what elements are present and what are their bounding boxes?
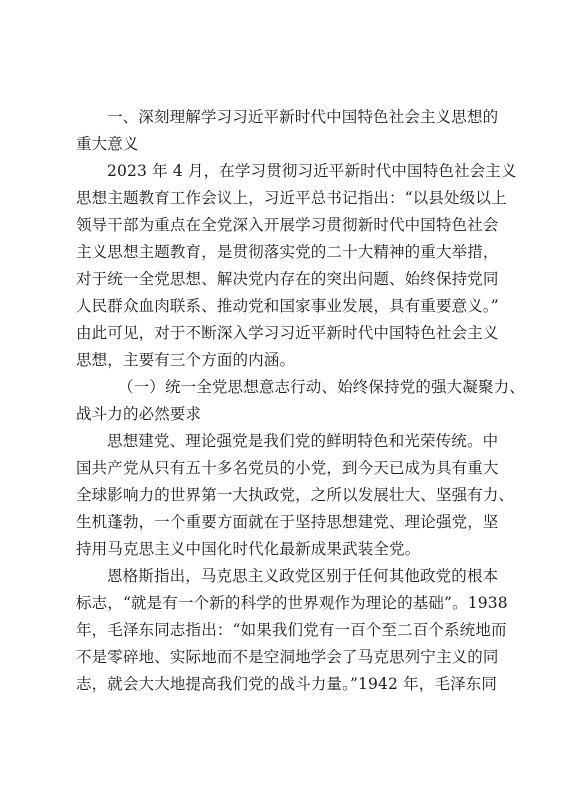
paragraph-line: 领导干部为重点在全党深入开展学习贯彻新时代中国特色社会 <box>76 216 499 234</box>
section-heading-line-2: 重大意义 <box>76 135 139 153</box>
paragraph-line: 志，就会大大地提高我们党的战斗力量。”1942 年，毛泽东同 <box>76 675 498 693</box>
paragraph-line: 对于统一全党思想、解决党内存在的突出问题、始终保持党同 <box>76 270 499 288</box>
paragraph-line: 人民群众血肉联系、推动党和国家事业发展，具有重要意义。” <box>76 297 499 315</box>
paragraph-line: 标志，“就是有一个新的科学的世界观作为理论的基础”。1938 <box>76 594 508 612</box>
document-body <box>76 104 525 698</box>
paragraph-line: 主义思想主题教育，是贯彻落实党的二十大精神的重大举措， <box>76 243 499 261</box>
paragraph-line: 生机蓬勃，一个重要方面就在于坚持思想建党、理论强党，坚 <box>76 513 499 531</box>
paragraph-line: 思想，主要有三个方面的内涵。 <box>76 351 296 369</box>
paragraph-line: 不是零碎地、实际地而不是空洞地学会了马克思列宁主义的同 <box>76 648 499 666</box>
paragraph-line: 由此可见，对于不断深入学习习近平新时代中国特色社会主义 <box>76 324 499 342</box>
subsection-heading-line-1: （一）统一全党思想意志行动、始终保持党的强大凝聚力、 <box>118 378 525 396</box>
paragraph-line: 国共产党从只有五十多名党员的小党，到今天已成为具有重大 <box>76 459 499 477</box>
subsection-heading-line-2: 战斗力的必然要求 <box>76 405 202 423</box>
paragraph-line: 全球影响力的世界第一大执政党，之所以发展壮大、坚强有力、 <box>76 486 515 504</box>
paragraph-line: 思想主题教育工作会议上，习近平总书记指出：“以县处级以上 <box>76 189 507 207</box>
paragraph-line: 持用马克思主义中国化时代化最新成果武装全党。 <box>76 540 421 558</box>
paragraph-line: 恩格斯指出，马克思主义政党区别于任何其他政党的根本 <box>107 567 499 585</box>
section-heading-line-1: 一、深刻理解学习习近平新时代中国特色社会主义思想的 <box>107 108 499 126</box>
paragraph-line: 思想建党、理论强党是我们党的鲜明特色和光荣传统。中 <box>107 432 499 450</box>
paragraph-line: 年，毛泽东同志指出：“如果我们党有一百个至二百个系统地而 <box>76 621 507 639</box>
paragraph-line: 2023 年 4 月，在学习贯彻习近平新时代中国特色社会主义 <box>107 162 517 180</box>
